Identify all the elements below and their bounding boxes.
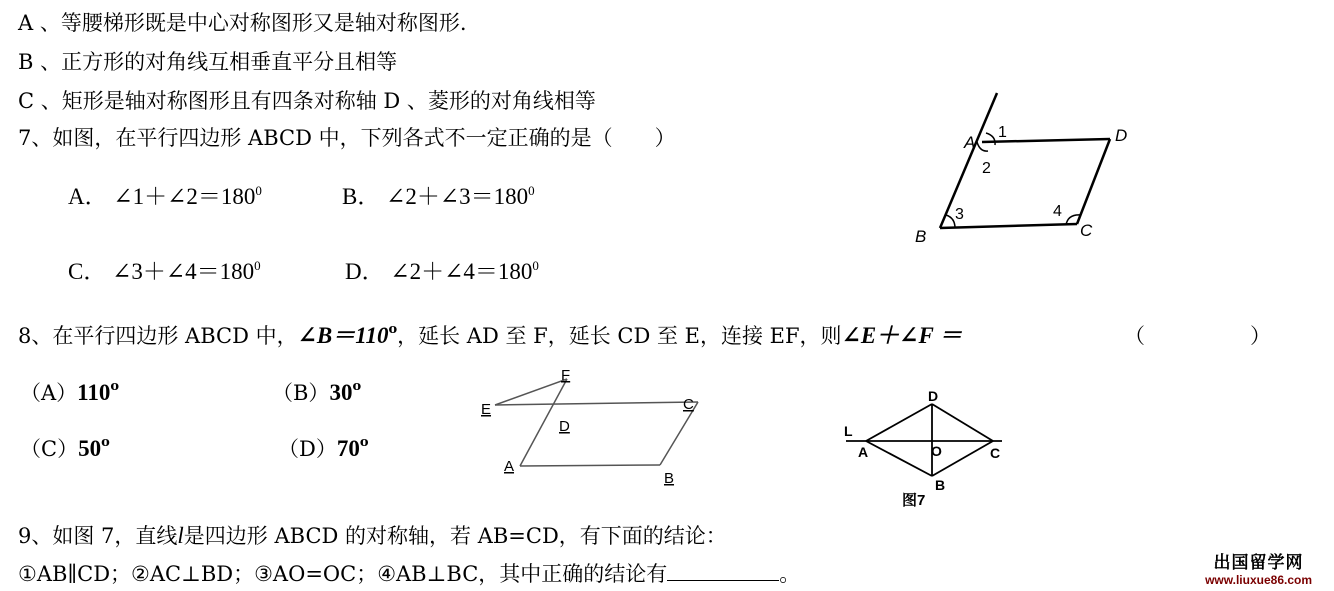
q7-option-a-label: A． bbox=[68, 184, 108, 209]
q7-label-2: 2 bbox=[982, 160, 991, 177]
q8-option-b-deg: o bbox=[352, 379, 362, 394]
q9-figure bbox=[838, 384, 1018, 514]
q8-line-ec bbox=[495, 402, 698, 405]
q7-side-bc bbox=[940, 224, 1077, 228]
q8-option-c-label: （C） bbox=[20, 437, 79, 461]
q9-figure-caption: 图7 bbox=[902, 492, 926, 509]
q8-option-d bbox=[278, 436, 369, 462]
q7-option-c-expr: ∠3＋∠4＝180 bbox=[112, 259, 255, 284]
q8-label-e: E bbox=[481, 401, 492, 418]
q8-option-d-label: （D） bbox=[278, 437, 337, 461]
q8-option-a-value: 110 bbox=[77, 380, 111, 405]
q8-angle-b-deg: o bbox=[388, 322, 398, 337]
q9-label-b: B bbox=[935, 477, 946, 493]
q7-option-a-expr: ∠1＋∠2＝180 bbox=[113, 184, 256, 209]
q9-end-mark: 。 bbox=[779, 562, 801, 586]
q8-label-f: F bbox=[561, 367, 571, 384]
q8-option-c bbox=[20, 436, 110, 462]
q7-option-d bbox=[345, 259, 539, 285]
q8-option-b bbox=[272, 380, 361, 406]
q9-side-ba bbox=[866, 441, 932, 476]
q7-option-b bbox=[342, 184, 535, 210]
q8-label-b: B bbox=[664, 470, 675, 487]
q7-option-b-sup: 0 bbox=[528, 183, 535, 198]
q7-label-1: 1 bbox=[998, 124, 1007, 141]
q9-conclusions-text: ①AB∥CD；②AC⊥BD；③AO=OC；④AB⊥BC，其中正确的结论有 bbox=[18, 562, 668, 586]
q7-label-a: A bbox=[964, 133, 976, 152]
q9-stem-post: 是四边形 ABCD 的对称轴，若 AB=CD，有下面的结论： bbox=[183, 524, 727, 548]
q7-angle-2-arc bbox=[977, 142, 988, 151]
q8-angle-ef: ∠E＋∠F ＝ bbox=[841, 323, 963, 348]
q9-answer-blank[interactable] bbox=[667, 560, 779, 581]
q8-figure bbox=[470, 362, 715, 492]
q7-label-d: D bbox=[1115, 126, 1128, 145]
q7-parallelogram-figure bbox=[900, 88, 1140, 248]
q9-stem-l: l bbox=[177, 523, 184, 548]
q9-label-o: O bbox=[931, 443, 942, 459]
q7-option-d-label: D． bbox=[345, 259, 385, 284]
q8-label-a: A bbox=[504, 458, 515, 475]
q7-option-d-sup: 0 bbox=[532, 258, 539, 273]
option-6a: A 、等腰梯形既是中心对称图形又是轴对称图形. bbox=[18, 11, 467, 35]
q7-angle-3-arc bbox=[946, 215, 955, 228]
q7-side-dc bbox=[1077, 139, 1110, 224]
option-6cd: C 、矩形是轴对称图形且有四条对称轴 D 、菱形的对角线相等 bbox=[18, 89, 596, 113]
q8-option-a-label: （A） bbox=[20, 381, 78, 405]
watermark bbox=[1205, 548, 1312, 587]
watermark-url: www.liuxue86.com bbox=[1205, 573, 1312, 587]
q8-stem-part1: 8、在平行四边形 ABCD 中， bbox=[18, 324, 298, 348]
q7-option-a-sup: 0 bbox=[255, 183, 262, 198]
q9-label-a: A bbox=[858, 444, 869, 460]
q7-stem: 7、如图，在平行四边形 ABCD 中，下列各式不一定正确的是（ ） bbox=[18, 126, 676, 150]
q8-option-d-value: 70 bbox=[336, 436, 360, 461]
q7-option-b-expr: ∠2＋∠3＝180 bbox=[386, 184, 529, 209]
q8-angle-b: ∠B＝110 bbox=[297, 323, 389, 348]
q7-label-b: B bbox=[915, 227, 927, 246]
q7-option-d-expr: ∠2＋∠4＝180 bbox=[390, 259, 533, 284]
q8-option-b-value: 30 bbox=[329, 380, 353, 405]
q8-stem bbox=[18, 323, 962, 349]
q8-stem-part2: ，延长 AD 至 F，延长 CD 至 E，连接 EF，则 bbox=[397, 324, 842, 348]
q7-option-c bbox=[68, 259, 261, 285]
q9-conclusions bbox=[18, 560, 800, 587]
q8-side-ab bbox=[520, 465, 660, 466]
q8-label-c: C bbox=[683, 396, 694, 413]
q8-answer-paren: （ ） bbox=[1124, 324, 1271, 348]
q9-label-d: D bbox=[928, 388, 939, 404]
q8-option-a-deg: o bbox=[110, 379, 120, 394]
q7-label-4: 4 bbox=[1053, 203, 1062, 220]
q9-side-ad bbox=[866, 404, 932, 441]
q7-option-a bbox=[68, 184, 262, 210]
q8-option-c-value: 50 bbox=[78, 436, 102, 461]
q9-side-dc bbox=[932, 404, 993, 441]
q8-option-a bbox=[20, 380, 119, 406]
q9-stem-pre: 9、如图 7，直线 bbox=[18, 524, 178, 548]
q9-label-l: L bbox=[844, 423, 853, 439]
q7-option-c-label: C． bbox=[68, 259, 107, 284]
q7-option-c-sup: 0 bbox=[254, 258, 261, 273]
q7-label-c: C bbox=[1080, 221, 1093, 240]
watermark-cn: 出国留学网 bbox=[1213, 553, 1304, 573]
q9-stem bbox=[18, 523, 727, 549]
q8-option-b-label: （B） bbox=[272, 381, 330, 405]
q7-label-3: 3 bbox=[955, 206, 964, 223]
q7-angle-1-arc bbox=[986, 133, 995, 145]
q9-label-c: C bbox=[990, 445, 1001, 461]
q7-option-b-label: B． bbox=[342, 184, 381, 209]
q8-label-d: D bbox=[559, 418, 570, 435]
option-6b: B 、正方形的对角线互相垂直平分且相等 bbox=[18, 50, 398, 74]
q8-option-c-deg: o bbox=[101, 435, 110, 450]
q8-option-d-deg: o bbox=[359, 435, 369, 450]
q8-segment-ef bbox=[495, 379, 567, 405]
